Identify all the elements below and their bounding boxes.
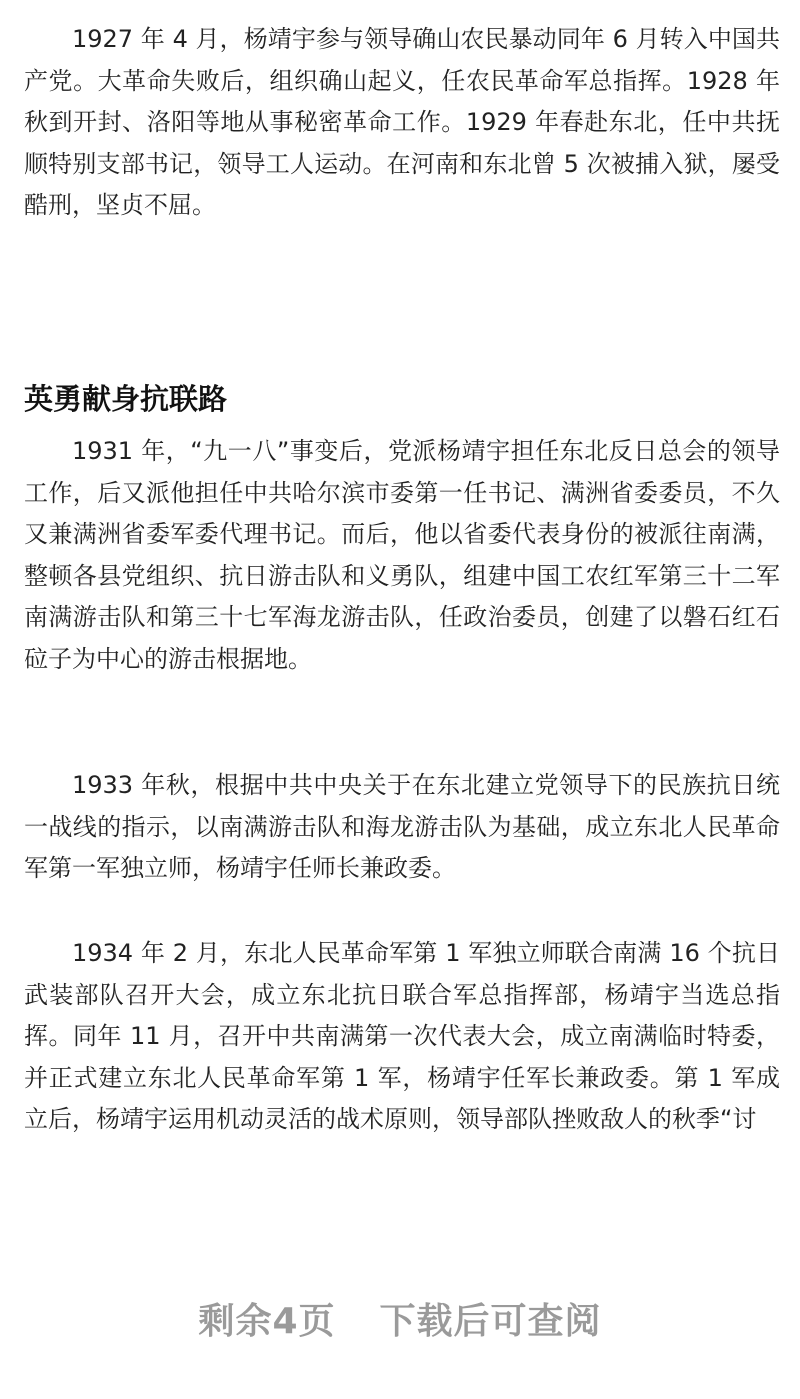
paragraph-intro: 1927 年 4 月，杨靖宇参与领导确山农民暴动同年 6 月转入中国共产党。大革命失败后，组织确山起义，任农民革命军总指挥。1928 年秋到开封、洛阳等地从事秘密革命工作。1929 年春赴东北，任中共抚顺特别支部书记，领导工人运动。在河南和东北曾 5 次被捕入狱，屡受酷刑，坚贞不屈。 bbox=[24, 25, 780, 220]
section-heading: 英勇献身抗联路 bbox=[24, 382, 228, 416]
download-banner[interactable] bbox=[0, 1292, 800, 1352]
remaining-pages-label: 剩余4页 bbox=[198, 1301, 336, 1342]
paragraph-1934: 1934 年 2 月，东北人民革命军第 1 军独立师联合南满 16 个抗日武装部队召开大会，成立东北抗日联合军总指挥部，杨靖宇当选总指挥。同年 11 月，召开中共南满第一次代表大会，成立南满临时特委，并正式建立东北人民革命军第 1 军，杨靖宇任军长兼政委。第 1 军成立后，杨靖宇运用机动灵活的战术原则，领导部队挫败敌人的秋季“讨 bbox=[24, 939, 780, 1134]
paragraph-1933: 1933 年秋，根据中共中央关于在东北建立党领导下的民族抗日统一战线的指示，以南满游击队和海龙游击队为基础，成立东北人民革命军第一军独立师，杨靖宇任师长兼政委。 bbox=[24, 771, 780, 883]
download-to-view-label: 下载后可查阅 bbox=[379, 1301, 602, 1342]
paragraph-1931: 1931 年，“九一八”事变后，党派杨靖宇担任东北反日总会的领导工作，后又派他担任中共哈尔滨市委第一任书记、满洲省委委员，不久又兼满洲省委军委代理书记。而后，他以省委代表身份的被派往南满，整顿各县党组织、抗日游击队和义勇队，组建中国工农红军第三十二军南满游击队和第三十七军海龙游击队，任政治委员，创建了以磐石红石砬子为中心的游击根据地。 bbox=[24, 437, 780, 673]
